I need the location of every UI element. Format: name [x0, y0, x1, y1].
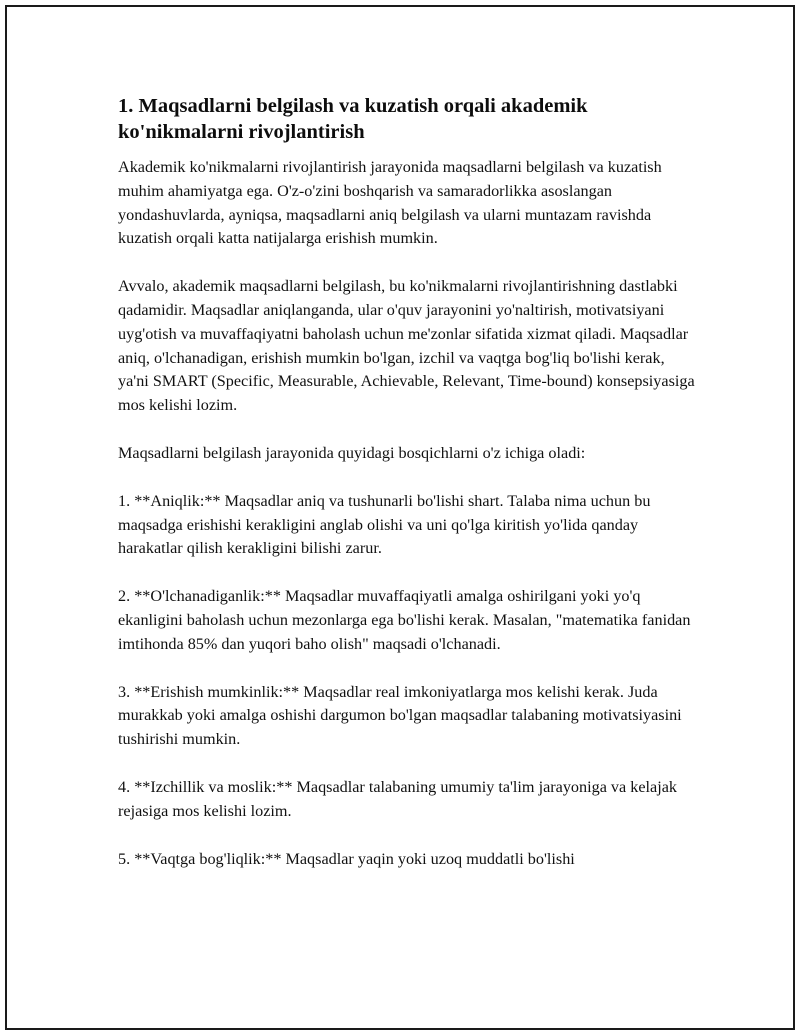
list-item-izchillik: 4. **Izchillik va moslik:** Maqsadlar talabaning umumiy ta'lim jarayoniga va kelajak rejasiga mos kelishi lozim. — [118, 777, 677, 820]
list-item-olchanadiganlik: 2. **O'lchanadiganlik:** Maqsadlar muvaffaqiyatli amalga oshirilgani yoki yo'q ekanligini baholash uchun mezonlarga ega bo'lishi kerak. Masalan, "matematika fanidan imtihonda 85% dan yuqori baho olish" maqsadi o'lchanadi. — [118, 587, 691, 653]
section-heading — [118, 93, 698, 145]
document-body — [118, 93, 698, 895]
list-item-vaqtga: 5. **Vaqtga bog'liqlik:** Maqsadlar yaqin yoki uzoq muddatli bo'lishi — [118, 849, 575, 868]
paragraph-smart: Avvalo, akademik maqsadlarni belgilash, bu ko'nikmalarni rivojlantirishning dastlabki qadamidir. Maqsadlar aniqlanganda, ular o'quv jarayonini yo'naltirish, motivatsiyani uyg'otish va muvaffaqiyatni baholash uchun me'zonlar sifatida xizmat qiladi. Maqsadlar aniq, o'lchanadigan, erishish mumkin bo'lgan, izchil va vaqtga bog'liq bo'lishi kerak, ya'ni SMART (Specific, Measurable, Achievable, Relevant, Time-bound) konsepsiyasiga mos kelishi lozim. — [118, 277, 695, 415]
list-item-erishish: 3. **Erishish mumkinlik:** Maqsadlar real imkoniyatlarga mos kelishi kerak. Juda murakkab yoki amalga oshishi dargumon bo'lgan maqsadlar talabaning motivatsiyasini tushirishi mumkin. — [118, 682, 682, 749]
paragraph-steps-intro: Maqsadlarni belgilash jarayonida quyidagi bosqichlarni o'z ichiga oladi: — [118, 443, 586, 462]
list-item-aniqlik: 1. **Aniqlik:** Maqsadlar aniq va tushunarli bo'lishi shart. Talaba nima uchun bu maqsadga erishishi kerakligini anglab olishi va uni qo'lga kiritish yo'lida qanday harakatlar qilish kerakligini bilishi zarur. — [118, 491, 651, 558]
heading-line-1: 1. Maqsadlarni belgilash va kuzatish orqali akademik — [118, 95, 588, 117]
heading-line-2: ko'nikmalarni rivojlantirish — [118, 121, 365, 143]
paragraph-intro: Akademik ko'nikmalarni rivojlantirish jarayonida maqsadlarni belgilash va kuzatish muhim ahamiyatga ega. O'z-o'zini boshqarish va samaradorlikka asoslangan yondashuvlarda, ayniqsa, maqsadlarni aniq belgilash va ularni muntazam ravishda kuzatish orqali katta natijalarga erishish mumkin. — [118, 158, 662, 248]
